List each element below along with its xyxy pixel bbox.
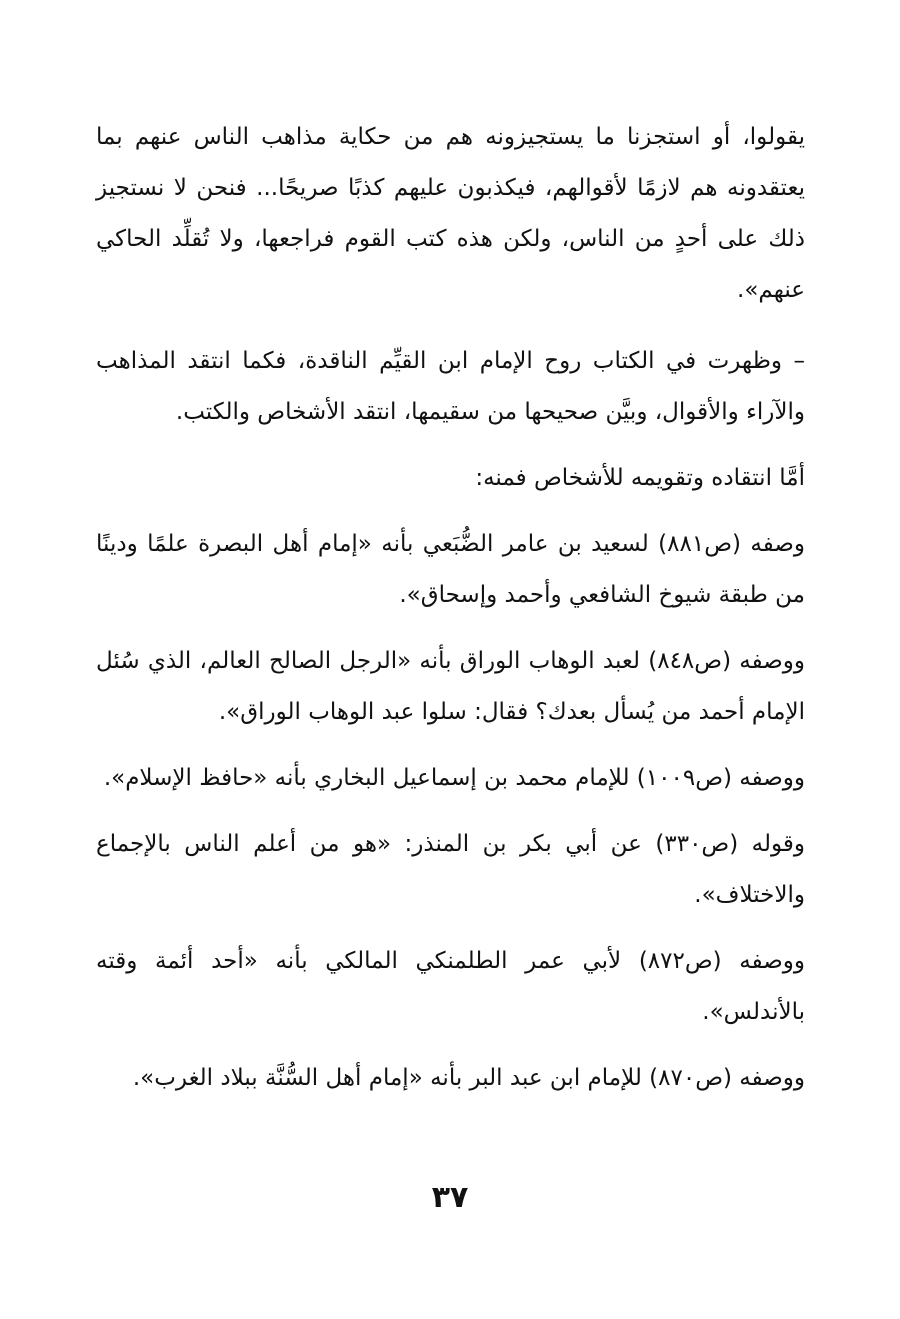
paragraph-intro-persons: أمَّا انتقاده وتقويمه للأشخاص فمنه: — [475, 465, 805, 491]
page-number: ٣٧ — [431, 1180, 469, 1215]
paragraph-talamanki: ووصفه (ص٨٧٢) لأبي عمر الطلمنكي المالكي بأنه «أحد أئمة وقته بالأندلس». — [96, 948, 805, 1025]
paragraph-ibn-almundhir: وقوله (ص٣٣٠) عن أبي بكر بن المنذر: «هو من أعلم الناس بالإجماع والاختلاف». — [96, 831, 806, 908]
paragraph-ibn-abdulbarr: ووصفه (ص٨٧٠) للإمام ابن عبد البر بأنه «إمام أهل السُّنَّة ببلاد الغرب». — [132, 1065, 805, 1091]
paragraph-critical-spirit: – وظهرت في الكتاب روح الإمام ابن القيِّم الناقدة، فكما انتقد المذاهب والآراء والأقوال، وبيَّن صحيحها من سقيمها، انتقد الأشخاص والكتب. — [96, 348, 805, 425]
page-body — [96, 112, 805, 1104]
paragraph-abdulwahhab-warraq: ووصفه (ص٨٤٨) لعبد الوهاب الوراق بأنه «الرجل الصالح العالم، الذي سُئل الإمام أحمد من يُسأل بعدك؟ فقال: سلوا عبد الوهاب الوراق». — [96, 648, 805, 725]
paragraph-said-ibn-amir: وصفه (ص٨٨١) لسعيد بن عامر الضُّبَعي بأنه «إمام أهل البصرة علمًا ودينًا من طبقة شيوخ الشافعي وأحمد وإسحاق». — [96, 531, 805, 608]
paragraph-quote-end: يقولوا، أو استجزنا ما يستجيزونه هم من حكاية مذاهب الناس عنهم بما يعتقدونه هم لازمًا لأقوالهم، فيكذبون عليهم كذبًا صريحًا... فنحن لا نستجيز ذلك على أحدٍ من الناس، ولكن هذه كتب القوم فراجعها، ولا تُقلِّد الحاكي عنهم». — [96, 124, 805, 303]
paragraph-bukhari: ووصفه (ص١٠٠٩) للإمام محمد بن إسماعيل البخاري بأنه «حافظ الإسلام». — [103, 765, 805, 791]
